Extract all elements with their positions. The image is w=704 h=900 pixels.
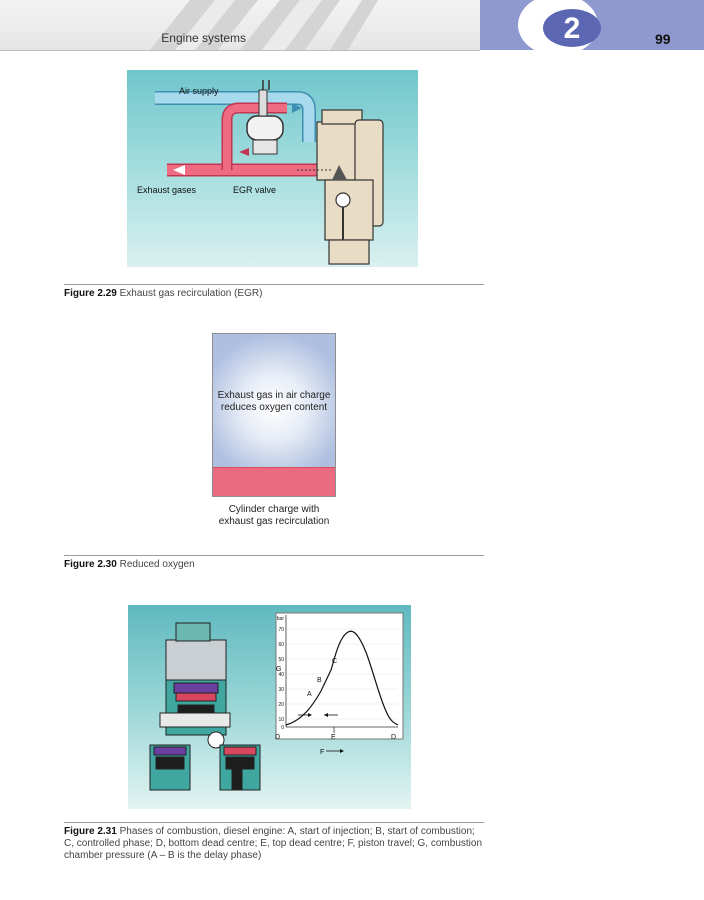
caption-rule xyxy=(64,555,484,556)
caption-rule xyxy=(64,284,484,285)
caption-text: Reduced oxygen xyxy=(119,559,195,570)
caption-number: Figure 2.30 xyxy=(64,559,117,570)
chapter-number-badge: 2 xyxy=(543,9,601,47)
exhaust-charge-band xyxy=(213,467,335,497)
pressure-chart-panel xyxy=(276,613,403,739)
page-number: 99 xyxy=(655,31,671,47)
x-mark-d: D xyxy=(391,734,397,741)
y-tick: 30 xyxy=(278,687,284,693)
label-egr-valve: EGR valve xyxy=(233,185,277,195)
caption-number: Figure 2.29 xyxy=(64,288,117,299)
point-b: B xyxy=(317,677,322,684)
combustion-phases-diagram xyxy=(128,605,411,809)
figure-caption xyxy=(64,559,484,571)
y-tick: 50 xyxy=(278,657,284,663)
egr-diagram xyxy=(127,70,418,267)
label-exhaust-gases: Exhaust gases xyxy=(137,185,197,195)
axis-letter-g: G xyxy=(276,666,282,673)
caption-number: Figure 2.31 xyxy=(64,826,117,837)
header-band xyxy=(0,0,480,51)
egr-illustration xyxy=(127,70,418,267)
label-air-supply: Air supply xyxy=(179,86,219,96)
travel-label: F xyxy=(320,749,325,756)
egr-valve-body xyxy=(247,116,283,140)
running-head: Engine systems xyxy=(161,31,246,45)
figure-caption xyxy=(64,288,484,300)
air-charge-text: Exhaust gas in air charge reduces oxygen content xyxy=(217,390,331,413)
figure-caption xyxy=(64,826,484,862)
y-tick: 60 xyxy=(278,642,284,648)
travel-arrow-icon xyxy=(340,749,344,753)
reduced-oxygen-diagram xyxy=(212,333,336,497)
engine-cylinder-icon xyxy=(317,110,383,264)
cylinder-charge-label: Cylinder charge with exhaust gas recirculation xyxy=(218,504,330,527)
y-tick: 70 xyxy=(278,627,284,633)
combustion-illustration xyxy=(128,605,411,809)
point-c: C xyxy=(332,658,338,665)
x-mark-d: D xyxy=(275,734,281,741)
y-tick: 40 xyxy=(278,672,284,678)
caption-text: Exhaust gas recirculation (EGR) xyxy=(119,288,263,299)
y-tick: 10 xyxy=(278,717,284,723)
x-mark-e: E xyxy=(331,734,336,741)
caption-rule xyxy=(64,822,484,823)
point-a: A xyxy=(307,691,312,698)
engine-cutaway-icon xyxy=(160,623,230,748)
y-tick: 0 xyxy=(281,725,284,731)
y-tick: 20 xyxy=(278,702,284,708)
y-unit-label: bar xyxy=(276,616,284,622)
caption-text: Phases of combustion, diesel engine: A, start of injection; B, start of combustion; C, controlled phase; D, bottom dead centre; E, top dead centre; F, piston travel; G, combustion chamber pressure (A – B is the delay phase) xyxy=(64,826,483,861)
